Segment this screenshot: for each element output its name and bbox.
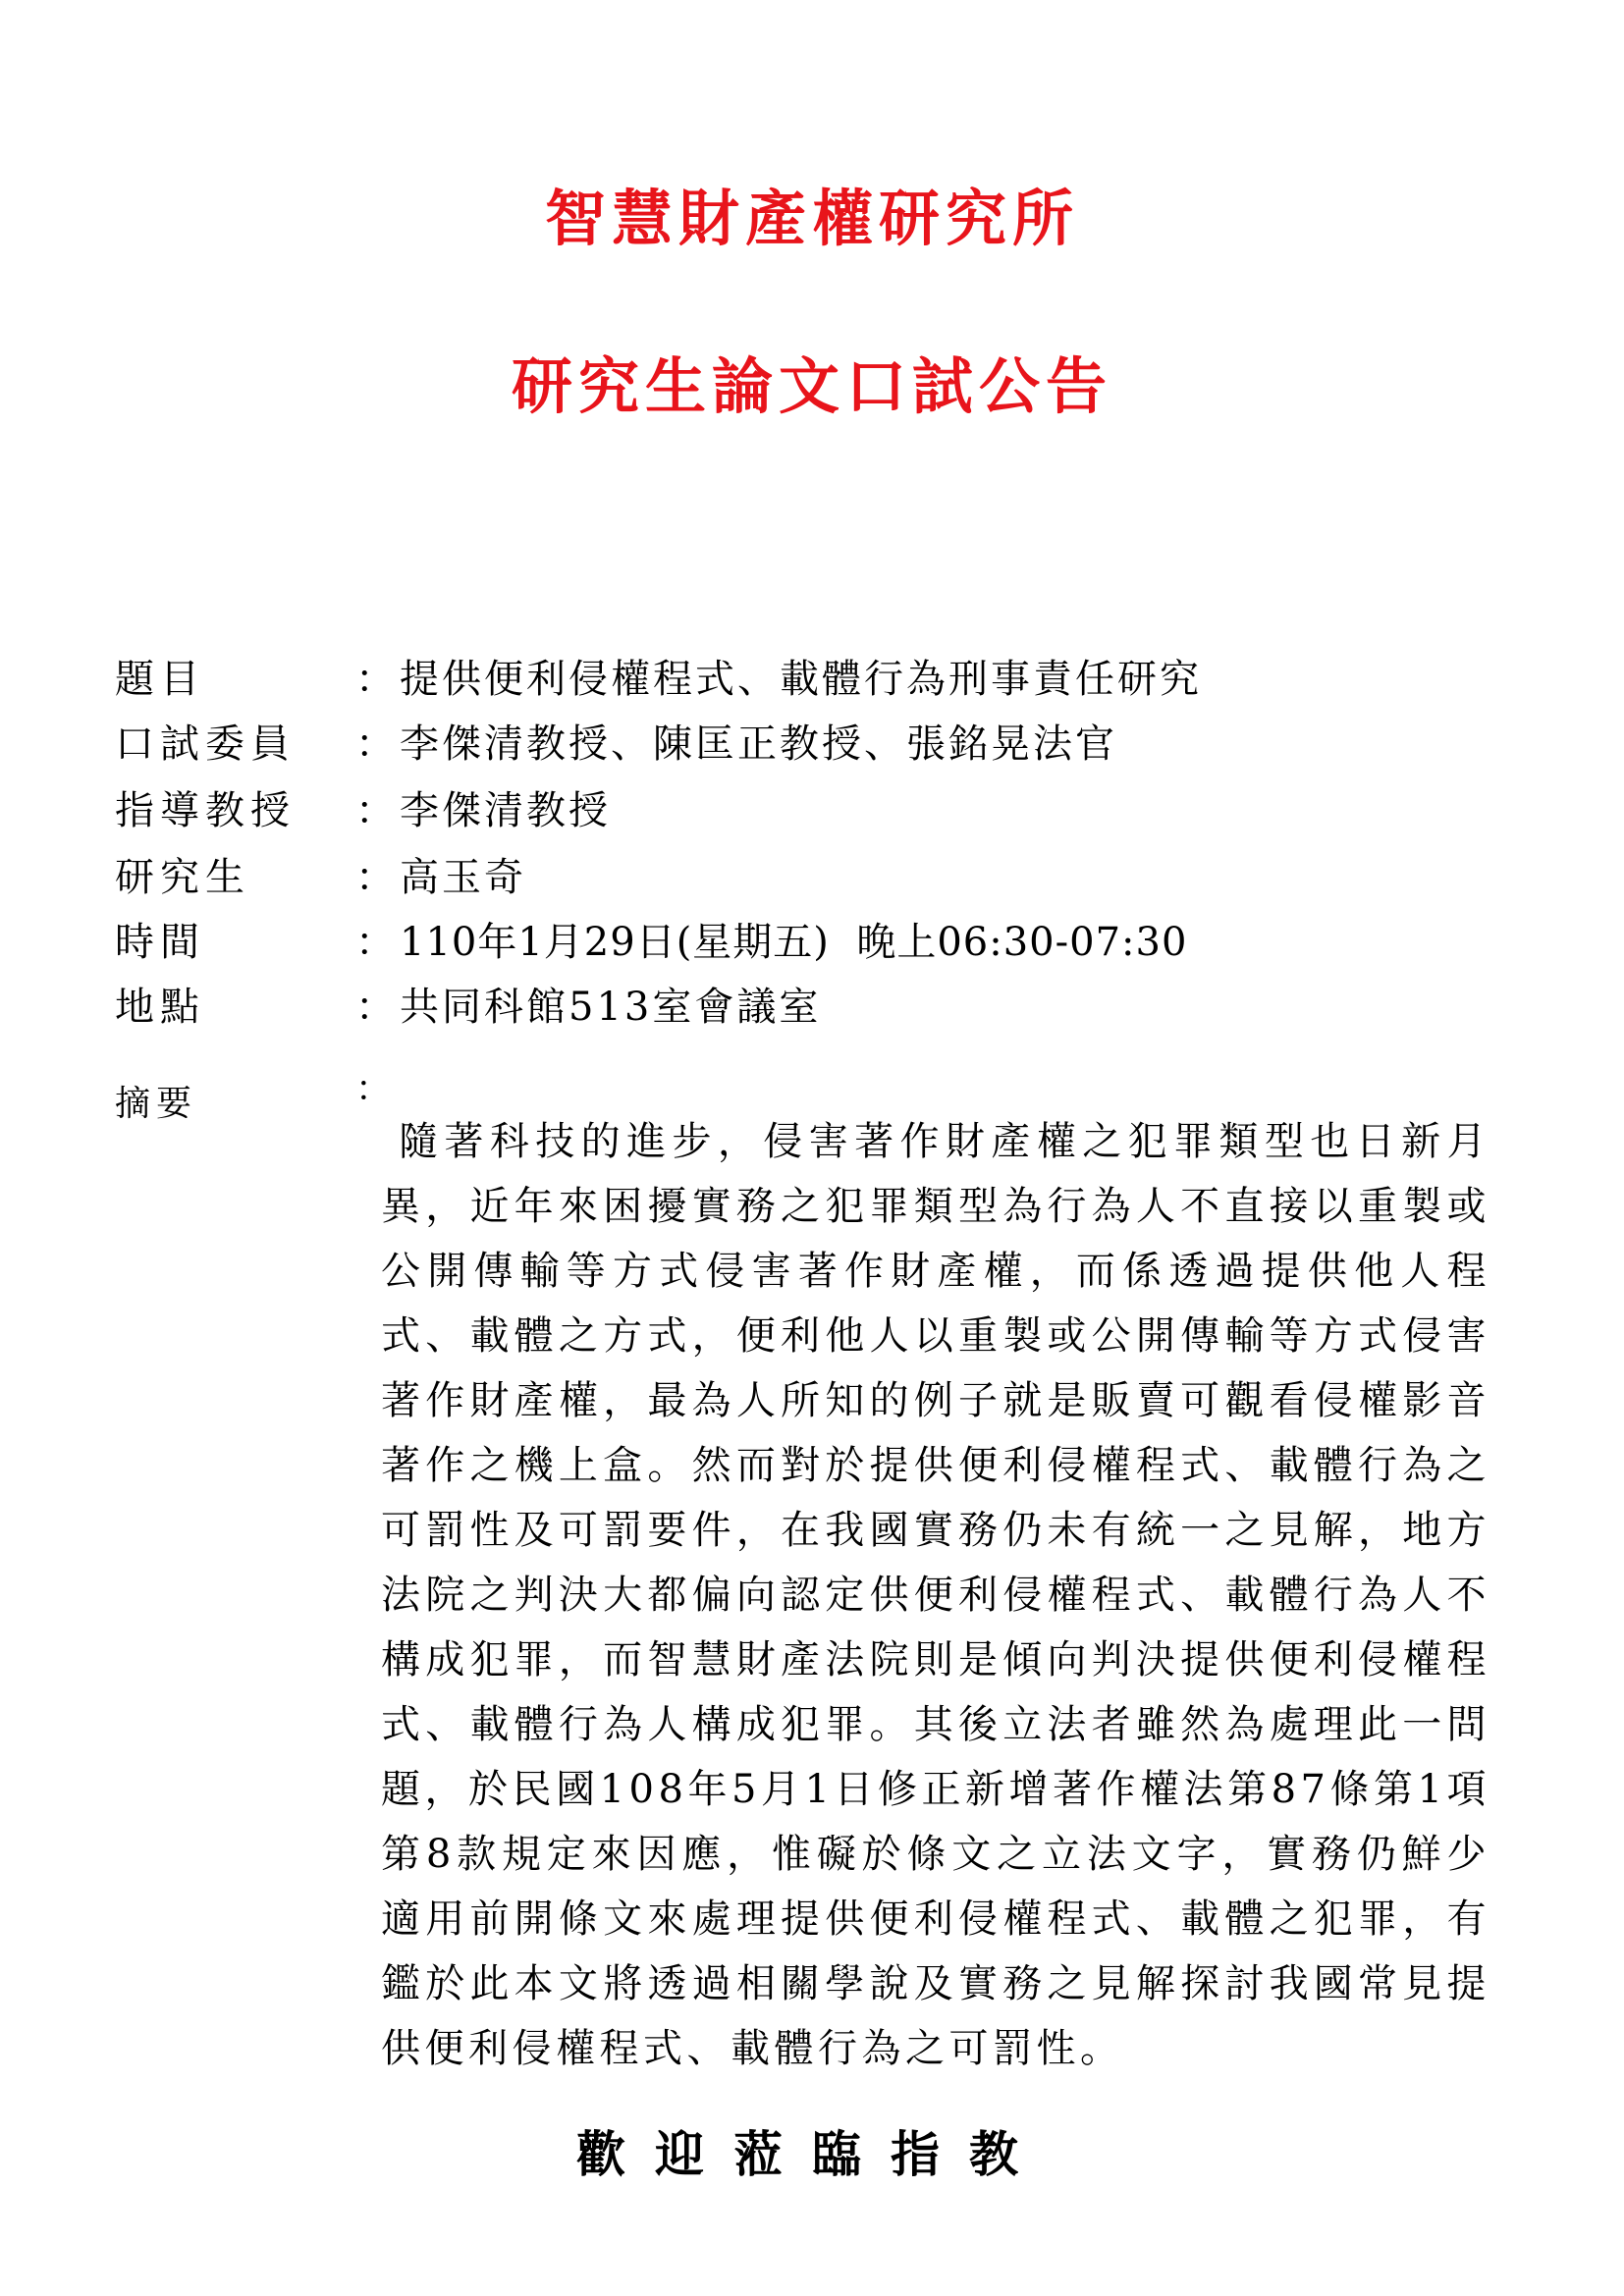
info-colon: ： (355, 657, 395, 702)
abstract-text: 隨著科技的進步，侵害著作財產權之犯罪類型也日新月異，近年來困擾實務之犯罪類型為行為人不直接以重製或公開傳輸等方式侵害著作財產權，而係透過提供他人程式、載體之方式，便利他人以重製或公開傳輸等方式侵害著作財產權，最為人所知的例子就是販賣可觀看侵權影音著作之機上盒。然而對於提供便利侵權程式、載體行為之可罰性及可罰要件，在我國實務仍未有統一之見解，地方法院之判決大都偏向認定供便利侵權程式、載體行為人不構成犯罪，而智慧財產法院則是傾向判決提供便利侵權程式、載體行為人構成犯罪。其後立法者雖然為處理此一問題，於民國108年5月1日修正新增著作權法第87條第1項第8款規定來因應，惟礙於條文之立法文字，實務仍鮮少適用前開條文來處理提供便利侵權程式、載體之犯罪，有鑑於此本文將透過相關學說及實務之見解探討我國常見提供便利侵權程式、載體行為之可罰性。 (381, 1119, 1490, 2071)
info-label: 研究生 (115, 855, 250, 900)
info-colon: ： (355, 721, 395, 767)
info-value: 李傑清教授 (400, 788, 611, 833)
info-label: 口試委員 (115, 721, 296, 767)
welcome-footer: 歡迎蒞臨指教 (576, 2126, 1048, 2183)
info-value: 李傑清教授、陳匡正教授、張銘晃法官 (400, 721, 1117, 767)
info-colon: ： (355, 788, 395, 833)
info-label: 指導教授 (115, 788, 296, 833)
info-label: 地點 (115, 985, 205, 1030)
announcement-title: 研究生論文口試公告 (511, 350, 1112, 422)
info-value: 高玉奇 (400, 855, 526, 900)
info-colon: ： (355, 920, 395, 965)
info-colon: ： (355, 855, 395, 900)
abstract-label: 摘要 (115, 1084, 198, 1124)
info-value: 共同科館513室會議室 (400, 985, 822, 1030)
info-label: 時間 (115, 920, 205, 965)
abstract-colon: ： (355, 1069, 392, 1109)
info-value: 110年1月29日(星期五) 晚上06:30-07:30 (400, 920, 1188, 965)
info-label: 題目 (115, 657, 205, 702)
institute-title: 智慧財產權研究所 (544, 183, 1079, 254)
info-colon: ： (355, 985, 395, 1030)
info-value: 提供便利侵權程式、載體行為刑事責任研究 (400, 657, 1202, 702)
